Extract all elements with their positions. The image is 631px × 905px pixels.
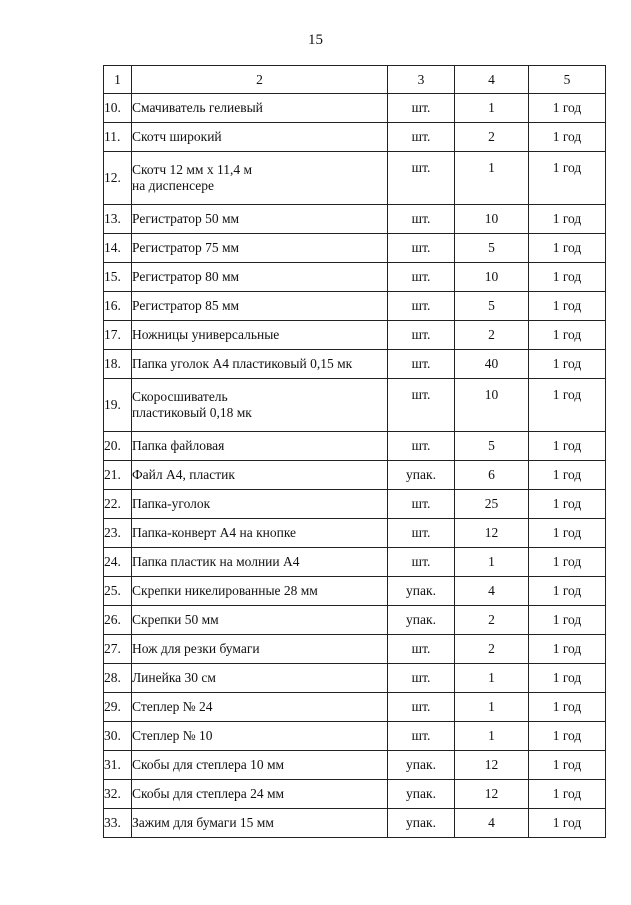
table-row [104, 292, 606, 321]
table-row [104, 577, 606, 606]
quantity-cell: 12 [455, 519, 529, 548]
row-number-cell: 15. [104, 263, 132, 292]
quantity-cell: 10 [455, 205, 529, 234]
quantity-cell: 1 [455, 722, 529, 751]
row-number-cell: 11. [104, 123, 132, 152]
unit-cell: шт. [388, 234, 455, 263]
table-row [104, 152, 606, 205]
quantity-cell: 1 [455, 152, 529, 205]
term-cell: 1 год [529, 461, 606, 490]
unit-cell: шт. [388, 123, 455, 152]
header-cell-quantity: 4 [455, 66, 529, 94]
row-number-cell: 19. [104, 379, 132, 432]
row-number-cell: 18. [104, 350, 132, 379]
unit-cell: шт. [388, 722, 455, 751]
term-cell: 1 год [529, 234, 606, 263]
row-number-cell: 27. [104, 635, 132, 664]
item-name-cell: Скотч широкий [132, 123, 388, 152]
term-cell: 1 год [529, 205, 606, 234]
table-row [104, 751, 606, 780]
table-row [104, 234, 606, 263]
unit-cell: шт. [388, 490, 455, 519]
unit-cell: шт. [388, 432, 455, 461]
table-row [104, 519, 606, 548]
table-row [104, 461, 606, 490]
table-row [104, 263, 606, 292]
table-row [104, 205, 606, 234]
quantity-cell: 2 [455, 123, 529, 152]
item-name-cell: Скоросшиватель пластиковый 0,18 мк [132, 379, 388, 432]
row-number-cell: 30. [104, 722, 132, 751]
term-cell: 1 год [529, 780, 606, 809]
unit-cell: шт. [388, 350, 455, 379]
term-cell: 1 год [529, 490, 606, 519]
item-name-cell: Папка пластик на молнии А4 [132, 548, 388, 577]
unit-cell: упак. [388, 461, 455, 490]
unit-cell: шт. [388, 548, 455, 577]
row-number-cell: 25. [104, 577, 132, 606]
row-number-cell: 22. [104, 490, 132, 519]
item-name-cell: Степлер № 24 [132, 693, 388, 722]
term-cell: 1 год [529, 263, 606, 292]
header-cell-name: 2 [132, 66, 388, 94]
unit-cell: шт. [388, 693, 455, 722]
term-cell: 1 год [529, 350, 606, 379]
unit-cell: шт. [388, 292, 455, 321]
quantity-cell: 5 [455, 432, 529, 461]
supplies-table [103, 65, 606, 838]
item-name-cell: Регистратор 80 мм [132, 263, 388, 292]
table-row [104, 321, 606, 350]
table-row [104, 809, 606, 838]
term-cell: 1 год [529, 751, 606, 780]
item-name-cell: Регистратор 75 мм [132, 234, 388, 263]
row-number-cell: 26. [104, 606, 132, 635]
table-row [104, 606, 606, 635]
term-cell: 1 год [529, 321, 606, 350]
table-row [104, 693, 606, 722]
unit-cell: шт. [388, 664, 455, 693]
unit-cell: шт. [388, 379, 455, 432]
term-cell: 1 год [529, 519, 606, 548]
header-cell-term: 5 [529, 66, 606, 94]
table-row [104, 548, 606, 577]
quantity-cell: 2 [455, 635, 529, 664]
table-row [104, 780, 606, 809]
unit-cell: упак. [388, 751, 455, 780]
row-number-cell: 23. [104, 519, 132, 548]
table-row [104, 123, 606, 152]
quantity-cell: 6 [455, 461, 529, 490]
term-cell: 1 год [529, 664, 606, 693]
item-name-cell: Скобы для степлера 10 мм [132, 751, 388, 780]
item-name-cell: Зажим для бумаги 15 мм [132, 809, 388, 838]
quantity-cell: 12 [455, 780, 529, 809]
term-cell: 1 год [529, 548, 606, 577]
quantity-cell: 12 [455, 751, 529, 780]
unit-cell: шт. [388, 205, 455, 234]
unit-cell: шт. [388, 94, 455, 123]
quantity-cell: 5 [455, 292, 529, 321]
term-cell: 1 год [529, 809, 606, 838]
header-cell-unit: 3 [388, 66, 455, 94]
table-row [104, 664, 606, 693]
quantity-cell: 25 [455, 490, 529, 519]
quantity-cell: 1 [455, 548, 529, 577]
row-number-cell: 32. [104, 780, 132, 809]
page-number: 15 [308, 32, 323, 48]
quantity-cell: 1 [455, 693, 529, 722]
table-row [104, 432, 606, 461]
unit-cell: упак. [388, 606, 455, 635]
term-cell: 1 год [529, 635, 606, 664]
quantity-cell: 2 [455, 606, 529, 635]
table-header-row [104, 66, 606, 94]
unit-cell: упак. [388, 809, 455, 838]
item-name-cell: Скрепки 50 мм [132, 606, 388, 635]
term-cell: 1 год [529, 722, 606, 751]
item-name-cell: Скобы для степлера 24 мм [132, 780, 388, 809]
term-cell: 1 год [529, 292, 606, 321]
unit-cell: шт. [388, 635, 455, 664]
term-cell: 1 год [529, 432, 606, 461]
term-cell: 1 год [529, 152, 606, 205]
table-row [104, 635, 606, 664]
row-number-cell: 31. [104, 751, 132, 780]
row-number-cell: 17. [104, 321, 132, 350]
term-cell: 1 год [529, 577, 606, 606]
term-cell: 1 год [529, 123, 606, 152]
row-number-cell: 16. [104, 292, 132, 321]
row-number-cell: 21. [104, 461, 132, 490]
quantity-cell: 10 [455, 379, 529, 432]
term-cell: 1 год [529, 693, 606, 722]
quantity-cell: 5 [455, 234, 529, 263]
row-number-cell: 33. [104, 809, 132, 838]
row-number-cell: 20. [104, 432, 132, 461]
table-row [104, 722, 606, 751]
item-name-cell: Папка файловая [132, 432, 388, 461]
unit-cell: шт. [388, 152, 455, 205]
item-name-cell: Нож для резки бумаги [132, 635, 388, 664]
row-number-cell: 12. [104, 152, 132, 205]
quantity-cell: 10 [455, 263, 529, 292]
quantity-cell: 4 [455, 577, 529, 606]
table-row [104, 490, 606, 519]
unit-cell: шт. [388, 321, 455, 350]
item-name-cell: Скрепки никелированные 28 мм [132, 577, 388, 606]
header-cell-number: 1 [104, 66, 132, 94]
unit-cell: шт. [388, 263, 455, 292]
item-name-cell: Ножницы универсальные [132, 321, 388, 350]
unit-cell: упак. [388, 780, 455, 809]
quantity-cell: 2 [455, 321, 529, 350]
table-row [104, 94, 606, 123]
item-name-cell: Регистратор 85 мм [132, 292, 388, 321]
quantity-cell: 1 [455, 664, 529, 693]
item-name-cell: Смачиватель гелиевый [132, 94, 388, 123]
unit-cell: шт. [388, 519, 455, 548]
supplies-table-body [104, 66, 606, 838]
row-number-cell: 28. [104, 664, 132, 693]
term-cell: 1 год [529, 94, 606, 123]
quantity-cell: 4 [455, 809, 529, 838]
item-name-cell: Степлер № 10 [132, 722, 388, 751]
table-row [104, 379, 606, 432]
row-number-cell: 13. [104, 205, 132, 234]
item-name-cell: Линейка 30 см [132, 664, 388, 693]
row-number-cell: 24. [104, 548, 132, 577]
item-name-cell: Папка-уголок [132, 490, 388, 519]
table-row [104, 350, 606, 379]
term-cell: 1 год [529, 606, 606, 635]
item-name-cell: Папка уголок А4 пластиковый 0,15 мк [132, 350, 388, 379]
row-number-cell: 14. [104, 234, 132, 263]
quantity-cell: 40 [455, 350, 529, 379]
unit-cell: упак. [388, 577, 455, 606]
item-name-cell: Файл А4, пластик [132, 461, 388, 490]
row-number-cell: 29. [104, 693, 132, 722]
quantity-cell: 1 [455, 94, 529, 123]
term-cell: 1 год [529, 379, 606, 432]
item-name-cell: Скотч 12 мм х 11,4 м на диспенсере [132, 152, 388, 205]
item-name-cell: Регистратор 50 мм [132, 205, 388, 234]
row-number-cell: 10. [104, 94, 132, 123]
item-name-cell: Папка-конверт А4 на кнопке [132, 519, 388, 548]
